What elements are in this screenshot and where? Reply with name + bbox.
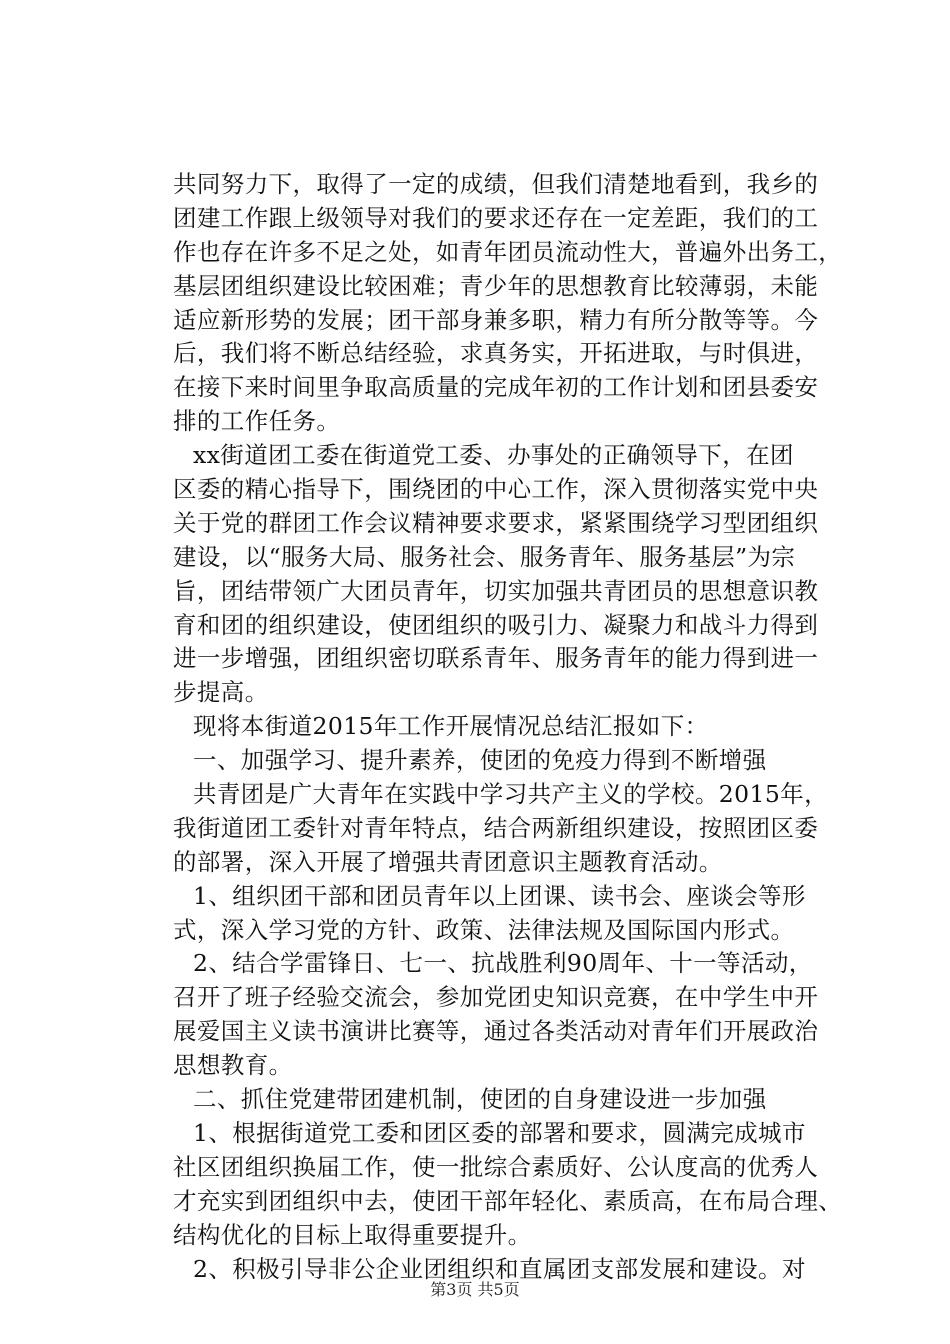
text-line: 关于党的群团工作会议精神要求要求，紧紧围绕学习型团组织	[173, 508, 819, 537]
text-line: 建设，以“服务大局、服务社会、服务青年、服务基层”为宗	[173, 542, 796, 571]
page-footer: 第3页 共5页	[430, 1280, 520, 1299]
text-line: 基层团组织建设比较困难；青少年的思想教育比较薄弱，未能	[173, 271, 819, 300]
text-line: 展爱国主义读书演讲比赛等，通过各类活动对青年们开展政治	[173, 1017, 819, 1046]
text-line: 作也存在许多不足之处，如青年团员流动性大，普遍外出务工，	[173, 237, 843, 266]
text-line: 后，我们将不断总结经验，求真务实，开拓进取，与时俱进，	[173, 339, 819, 368]
text-line: 共同努力下，取得了一定的成绩，但我们清楚地看到，我乡的	[173, 170, 819, 198]
text-line: 排的工作任务。	[173, 407, 341, 436]
text-line: 在接下来时间里争取高质量的完成年初的工作计划和团县委安	[173, 373, 819, 402]
text-line: xx街道团工委在街道党工委、办事处的正确领导下，在团	[193, 441, 794, 470]
text-line: 思想教育。	[173, 1051, 293, 1080]
text-line: 2、结合学雷锋日、七一、抗战胜利90周年、十一等活动，	[193, 949, 813, 978]
text-line: 才充实到团组织中去，使团干部年轻化、素质高，在布局合理、	[173, 1186, 843, 1215]
text-line: 我街道团工委针对青年特点，结合两新组织建设，按照团区委	[173, 813, 819, 842]
text-line: 社区团组织换届工作，使一批综合素质好、公认度高的优秀人	[173, 1152, 819, 1181]
text-line: 现将本街道2015年工作开展情况总结汇报如下：	[193, 712, 709, 741]
text-line: 团建工作跟上级领导对我们的要求还存在一定差距，我们的工	[173, 203, 819, 232]
text-line: 旨，团结带领广大团员青年，切实加强共青团员的思想意识教	[173, 576, 819, 605]
text-line: 1、根据街道党工委和团区委的部署和要求，圆满完成城市	[193, 1118, 806, 1147]
text-line: 式，深入学习党的方针、政策、法律法规及国际国内形式。	[173, 915, 795, 944]
text-line: 共青团是广大青年在实践中学习共产主义的学校。2015年，	[193, 780, 829, 809]
text-line: 进一步增强，团组织密切联系青年、服务青年的能力得到进一	[173, 644, 819, 673]
text-line: 区委的精心指导下，围绕团的中心工作，深入贯彻落实党中央	[173, 475, 819, 504]
text-line: 适应新形势的发展；团干部身兼多职，精力有所分散等等。今	[173, 305, 819, 334]
text-line: 1、组织团干部和团员青年以上团课、读书会、座谈会等形	[193, 881, 806, 910]
text-line: 结构优化的目标上取得重要提升。	[173, 1220, 532, 1249]
text-line: 育和团的组织建设，使团组织的吸引力、凝聚力和战斗力得到	[173, 610, 819, 639]
text-line: 的部署，深入开展了增强共青团意识主题教育活动。	[173, 847, 723, 876]
text-line: 2、积极引导非公企业团组织和直属团支部发展和建设。对	[193, 1254, 806, 1283]
text-line: 二、抓住党建带团建机制，使团的自身建设进一步加强	[193, 1085, 767, 1114]
text-line: 步提高。	[173, 678, 269, 707]
text-line: 召开了班子经验交流会，参加党团史知识竞赛，在中学生中开	[173, 983, 819, 1012]
text-line: 一、加强学习、提升素养，使团的免疫力得到不断增强	[193, 746, 767, 775]
document-body	[173, 168, 843, 1286]
